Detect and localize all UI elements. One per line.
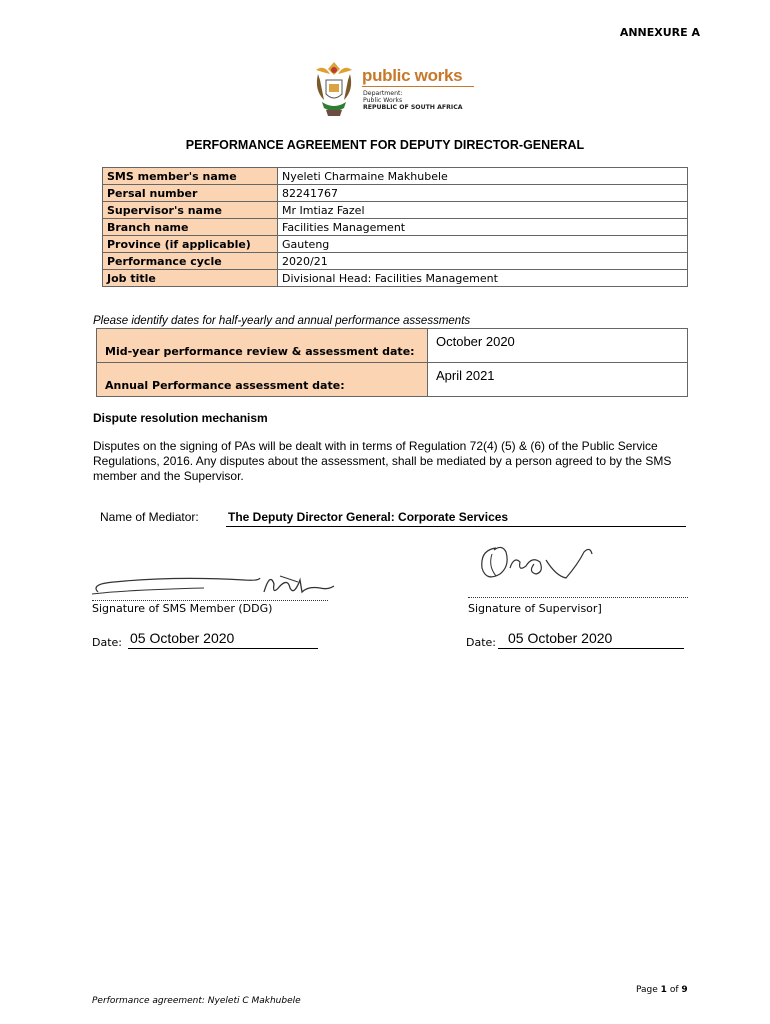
date-label: Mid-year performance review & assessment date: [97, 329, 428, 363]
supervisor-date-label: Date: [466, 636, 496, 649]
info-value: Facilities Management [278, 219, 688, 236]
info-value: 82241767 [278, 185, 688, 202]
info-label: SMS member's name [103, 168, 278, 185]
info-label: Job title [103, 270, 278, 287]
supervisor-date-value: 05 October 2020 [508, 630, 613, 646]
member-date-underline [128, 648, 318, 649]
table-row [103, 168, 688, 185]
info-value: Mr Imtiaz Fazel [278, 202, 688, 219]
member-signature-line [92, 600, 328, 601]
table-row [103, 219, 688, 236]
info-value: Gauteng [278, 236, 688, 253]
date-value: October 2020 [428, 329, 688, 363]
page-number [636, 985, 688, 995]
logo-brand-text: public works [362, 66, 463, 85]
date-label: Annual Performance assessment date: [97, 363, 428, 397]
table-row [103, 253, 688, 270]
member-date-label: Date: [92, 636, 122, 649]
dates-note: Please identify dates for half-yearly and annual performance assessments [93, 315, 471, 327]
info-value: 2020/21 [278, 253, 688, 270]
info-value: Nyeleti Charmaine Makhubele [278, 168, 688, 185]
page-footer: Performance agreement: Nyeleti C Makhubele [92, 996, 301, 1006]
info-label: Performance cycle [103, 253, 278, 270]
member-info-table [102, 167, 688, 287]
logo-line-1: Department: [363, 90, 403, 97]
info-label: Province (if applicable) [103, 236, 278, 253]
supervisor-date-underline [498, 648, 684, 649]
table-row [103, 270, 688, 287]
document-title: PERFORMANCE AGREEMENT FOR DEPUTY DIRECTOR-GENERAL [185, 138, 585, 152]
date-value: April 2021 [428, 363, 688, 397]
info-value: Divisional Head: Facilities Management [278, 270, 688, 287]
info-label: Supervisor's name [103, 202, 278, 219]
dispute-heading: Dispute resolution mechanism [93, 411, 268, 425]
mediator-name: The Deputy Director General: Corporate Services [228, 510, 509, 524]
assessment-dates-table [96, 328, 688, 397]
table-row [103, 185, 688, 202]
member-date-value: 05 October 2020 [130, 630, 235, 646]
info-label: Persal number [103, 185, 278, 202]
table-row [97, 363, 688, 397]
table-row [103, 202, 688, 219]
page-of: of [669, 985, 679, 995]
supervisor-signature-line [468, 597, 688, 598]
logo-line-2: Public Works [363, 97, 403, 104]
annexure-label: ANNEXURE A [619, 26, 700, 39]
member-signature-label: Signature of SMS Member (DDG) [92, 602, 273, 615]
supervisor-signature-label: Signature of Supervisor] [468, 602, 602, 615]
page-current: 1 [660, 985, 667, 995]
logo-divider [362, 86, 474, 87]
mediator-label: Name of Mediator: [100, 510, 199, 524]
supervisor-signature-image [474, 542, 614, 590]
table-row [103, 236, 688, 253]
mediator-underline [226, 526, 686, 527]
page-text: Page [636, 985, 658, 995]
table-row [97, 329, 688, 363]
info-label: Branch name [103, 219, 278, 236]
coat-of-arms-icon [310, 60, 358, 120]
page-total: 9 [681, 985, 688, 995]
dispute-paragraph: Disputes on the signing of PAs will be dealt with in terms of Regulation 72(4) (5) & (6) of the Public Service Regulations, 2016. Any disputes about the assessment, shall be mediated by a person agreed to by the SMS member and the Supervisor. [93, 439, 672, 483]
logo-line-3: REPUBLIC OF SOUTH AFRICA [363, 104, 463, 111]
